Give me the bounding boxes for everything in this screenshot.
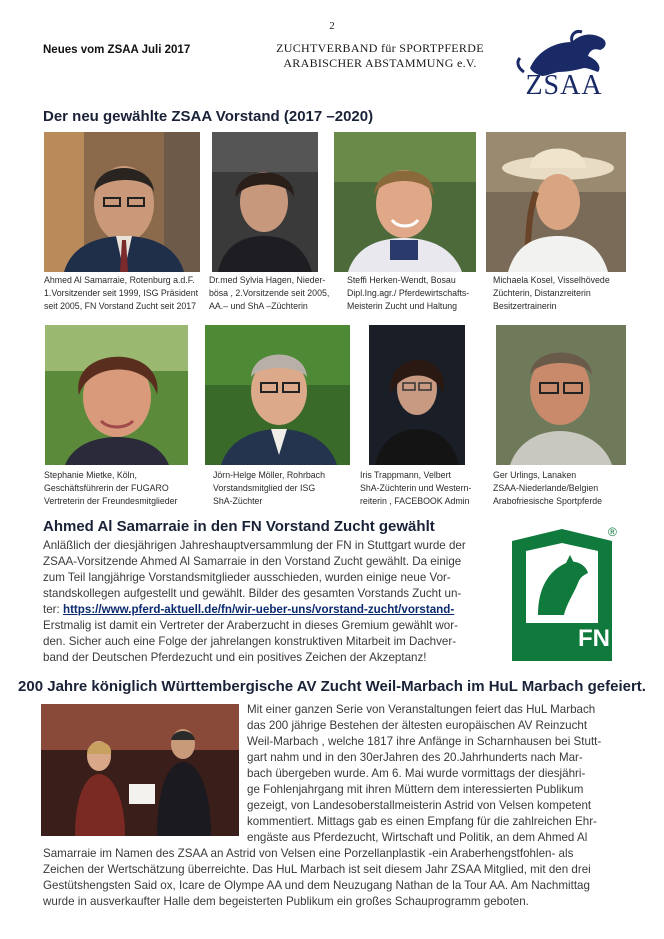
marbach-section-title: 200 Jahre königlich Württembergische AV Zucht Weil-Marbach im HuL Marbach gefeiert. [18, 678, 646, 695]
text-line: gart nahm und in den 30erJahren des 20.Jahrhunderts nach Mar- [247, 751, 583, 764]
association-line-1: ZUCHTVERBAND für SPORTPFERDE [276, 41, 484, 55]
caption-line: Ger Urlings, Lanaken [493, 470, 577, 480]
board-section-title: Der neu gewählte ZSAA Vorstand (2017 –2020) [43, 108, 374, 125]
link-prefix: ter: [43, 603, 63, 616]
caption-line: Ahmed Al Samarraie, Rotenburg a.d.F. [44, 275, 195, 285]
caption-line: Arabofriesische Sportpferde [493, 496, 603, 506]
caption-line: 1.Vorsitzender seit 1999, ISG Präsident [44, 288, 199, 298]
marbach-paragraph-full [43, 846, 623, 910]
caption-line: Dr.med Sylvia Hagen, Nieder- [209, 275, 326, 285]
text-line: Gestütshengsten Said ox, Icare de Olympe AA und dem Neuzugang Nathan de la Tour AA. Am Nachmittag [43, 879, 590, 892]
caption-line: AA.– und ShA –Züchterin [209, 301, 308, 311]
caption-line: Iris Trappmann, Velbert [360, 470, 451, 480]
caption-line: Jörn-Helge Möller, Rohrbach [213, 470, 325, 480]
portrait-caption [44, 274, 198, 313]
caption-line: bösa , 2.Vorsitzende seit 2005, [209, 288, 330, 298]
caption-line: ShA-Züchterin und Western- [360, 483, 472, 493]
marbach-paragraph-side [247, 702, 621, 846]
text-line: Samarraie im Namen des ZSAA an Astrid von Velsen eine Porzellanplastik -ein Araberhengstfohlen- als [43, 847, 574, 860]
portrait-photo [205, 325, 350, 465]
portrait-caption [493, 469, 602, 508]
text-line: kommentiert. Mittags gab es einen Empfang für die zahlreichen Ehr- [247, 815, 597, 828]
text-line: den. Sicher auch eine Folge der jahrelangen konstruktiven Mitarbeit im Dachver- [43, 635, 457, 648]
portrait-caption [209, 274, 329, 313]
ceremony-photo [41, 704, 239, 836]
text-line: Erstmalig ist damit ein Vertreter der Araberzucht in dieses Gremium gewählt wor- [43, 619, 458, 632]
caption-line: seit 2005, FN Vorstand Zucht seit 2017 [44, 301, 197, 311]
fn-logo-label: FN [578, 625, 610, 652]
vorstand-link[interactable]: https://www.pferd-aktuell.de/fn/wir-ueber-uns/vorstand-zucht/vorstand- [62, 603, 455, 616]
caption-line: Geschäftsführerin der FUGARO [44, 483, 169, 493]
portrait-caption [493, 274, 610, 313]
text-line: das 200 jährige Bestehen der ältesten europäischen AV Reinzucht [247, 719, 588, 732]
portrait-photo [212, 132, 318, 272]
caption-line: ShA-Züchter [213, 496, 263, 506]
portrait-photo [334, 132, 476, 272]
issue-label: Neues vom ZSAA Juli 2017 [43, 44, 191, 56]
caption-line: Vertreterin der Freundesmitglieder [44, 496, 178, 506]
caption-line: Stephanie Mietke, Köln, [44, 470, 137, 480]
caption-line: Steffi Herken-Wendt, Bosau [347, 275, 456, 285]
text-line: Zeichen der Wertschätzung überreichte. Das HuL Marbach ist seit diesem Jahr ZSAA Mitglied, mit den drei [43, 863, 591, 876]
zsaa-logo-text: ZSAA [525, 70, 603, 101]
association-line-2: ARABISCHER ABSTAMMUNG e.V. [283, 56, 477, 70]
caption-line: Züchterin, Distanzreiterin [493, 288, 591, 298]
text-line: zum Teil langjährige Vorstandsmitglieder ausschieden, wurden einige neue Vor- [43, 571, 451, 584]
text-line: Weil-Marbach , welche 1817 ihre Anfänge in Scharnhausen bei Stutt- [247, 735, 602, 748]
caption-line: Dipl.Ing.agr./ Pferdewirtschafts- [347, 288, 470, 298]
portrait-caption [347, 274, 469, 313]
text-line: ZSAA-Vorsitzende Ahmed Al Samarraie in den Vorstand Zucht gewählt. Da einige [43, 555, 462, 568]
text-line [43, 602, 493, 618]
portrait-caption [44, 469, 177, 508]
fn-paragraph [43, 538, 493, 666]
fn-logo [504, 527, 620, 663]
association-name [250, 41, 510, 71]
caption-line: Vorstandsmitglied der ISG [213, 483, 316, 493]
portrait-caption [360, 469, 471, 508]
fn-section-title: Ahmed Al Samarraie in den FN Vorstand Zucht gewählt [43, 518, 435, 535]
portrait-photo [45, 325, 188, 465]
caption-line: Michaela Kosel, Visselhövede [493, 275, 610, 285]
text-line: Anläßlich der diesjährigen Jahreshauptversammlung der FN in Stuttgart wurde der [43, 539, 466, 552]
text-line: wurde in ausverkaufter Halle dem begeisterten Publikum ein großes Schauprogramm geboten. [43, 895, 529, 908]
portrait-photo [369, 325, 465, 465]
text-line: gezeigt, von Landesoberstallmeisterin Astrid von Velsen kompetent [247, 799, 592, 812]
registered-mark: ® [608, 525, 617, 539]
portrait-caption [213, 469, 325, 508]
text-line: bach übergeben wurde. Am 6. Mai wurde vormittags der diesjähri- [247, 767, 586, 780]
portrait-photo [44, 132, 200, 272]
text-line: band der Deutschen Pferdezucht und ein positives Zeichen der Akzeptanz! [43, 651, 427, 664]
caption-line: ZSAA-Niederlande/Belgien [493, 483, 599, 493]
portrait-photo [496, 325, 626, 465]
page-number: 2 [329, 20, 335, 32]
text-line: Mit einer ganzen Serie von Veranstaltungen feiert das HuL Marbach [247, 703, 596, 716]
text-line: engäste aus Pferdezucht, Wirtschaft und Politik, an dem Ahmed Al [247, 831, 588, 844]
caption-line: Besitzertrainerin [493, 301, 557, 311]
portrait-photo [486, 132, 626, 272]
caption-line: Meisterin Zucht und Haltung [347, 301, 458, 311]
text-line: standskollegen aufgestellt und gewählt. Bilder des gesamten Vorstands Zucht un- [43, 587, 462, 600]
text-line: ge Fohlenjahrgang mit ihren Müttern dem interessierten Publikum [247, 783, 584, 796]
caption-line: reiterin , FACEBOOK Admin [360, 496, 470, 506]
